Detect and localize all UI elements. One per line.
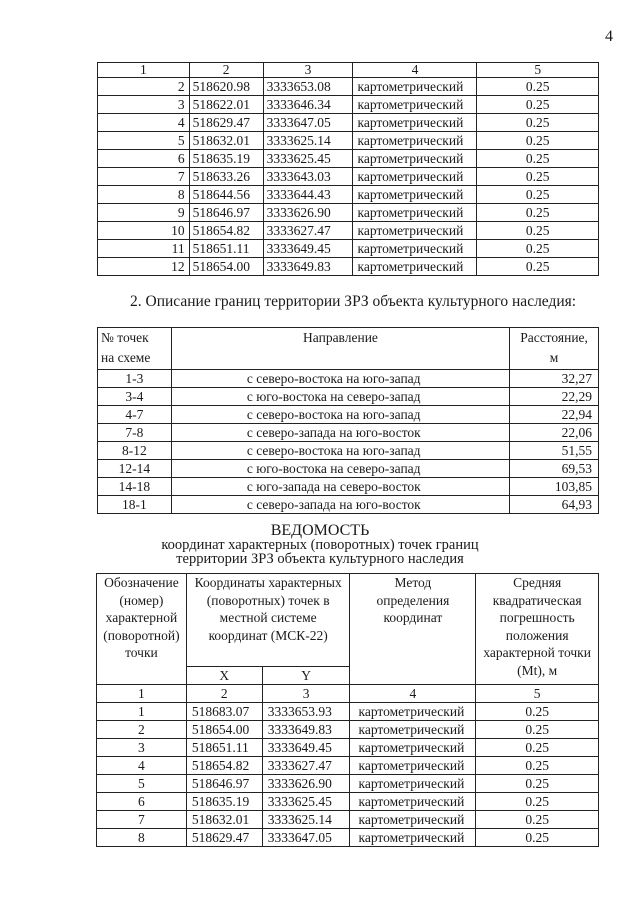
table-cell: 2 — [97, 721, 187, 739]
table-cell: 6 — [98, 150, 190, 168]
table-cell: 4 — [98, 114, 190, 132]
table-cell: с северо-запада на юго-восток — [171, 424, 509, 442]
table-cell: 2 — [98, 78, 190, 96]
table-cell: 4 — [97, 757, 187, 775]
table-cell: картометрический — [350, 775, 476, 793]
table-cell: 3-4 — [98, 388, 172, 406]
table-cell: 64,93 — [510, 496, 599, 514]
table-cell: картометрический — [350, 757, 476, 775]
table-column-numbers-row — [98, 63, 599, 78]
table-cell: 3333625.14 — [263, 132, 353, 150]
header-point-designation: Обозначение (номер) характерной (поворотной) точки — [97, 574, 187, 685]
header-direction: Направление — [171, 328, 509, 370]
table-row — [98, 132, 599, 150]
table-cell: 0.25 — [477, 114, 599, 132]
table-cell: с северо-востока на юго-запад — [171, 406, 509, 424]
table-cell: 3333644.43 — [263, 186, 353, 204]
table-header-row — [98, 328, 599, 370]
header-error: Средняя квадратическая погрешность положения характерной точки (Mt), м — [476, 574, 599, 685]
table-cell: 518632.01 — [186, 811, 262, 829]
table-cell: 518629.47 — [189, 114, 263, 132]
table-cell: 12-14 — [98, 460, 172, 478]
table-cell: 0.25 — [477, 168, 599, 186]
table-cell: 3333653.93 — [262, 703, 350, 721]
column-number-cell: 3 — [262, 685, 350, 703]
table-cell: 3333653.08 — [263, 78, 353, 96]
table-cell: картометрический — [353, 240, 477, 258]
table-cell: 0.25 — [477, 240, 599, 258]
header-coordinates: Координаты характерных (поворотных) точек в местной системе координат (МСК-22) — [186, 574, 350, 667]
table-row — [97, 811, 599, 829]
table-row — [98, 460, 599, 478]
table-cell: 518635.19 — [189, 150, 263, 168]
table-column-numbers-row — [97, 685, 599, 703]
header-method: Метод определения координат — [350, 574, 476, 685]
table-row — [97, 721, 599, 739]
table-cell: 18-1 — [98, 496, 172, 514]
table-cell: с юго-востока на северо-запад — [171, 388, 509, 406]
table-row — [98, 168, 599, 186]
column-number-cell: 1 — [98, 63, 190, 78]
table-cell: картометрический — [353, 150, 477, 168]
table-cell: 518635.19 — [186, 793, 262, 811]
table-cell: 7 — [98, 168, 190, 186]
table-row — [98, 204, 599, 222]
table-cell: 518654.00 — [186, 721, 262, 739]
table-cell: с северо-востока на юго-запад — [171, 442, 509, 460]
table-cell: 3333643.03 — [263, 168, 353, 186]
table-cell: картометрический — [353, 132, 477, 150]
table-cell: 1-3 — [98, 370, 172, 388]
table-cell: 3333647.05 — [263, 114, 353, 132]
table-cell: 518620.98 — [189, 78, 263, 96]
table-cell: 0.25 — [476, 829, 599, 847]
table-cell: 5 — [98, 132, 190, 150]
statement-subtitle-line2: территории ЗРЗ объекта культурного наследия — [176, 551, 464, 567]
table-cell: 3333649.45 — [262, 739, 350, 757]
table-cell: 22,06 — [510, 424, 599, 442]
table-cell: картометрический — [350, 739, 476, 757]
table-cell: 0.25 — [477, 78, 599, 96]
table-cell: 518654.00 — [189, 258, 263, 276]
table-cell: 3333625.14 — [262, 811, 350, 829]
header-points: № точек на схеме — [98, 328, 172, 370]
table-cell: 32,27 — [510, 370, 599, 388]
table-row — [98, 406, 599, 424]
table-row — [98, 424, 599, 442]
table-cell: 518622.01 — [189, 96, 263, 114]
header-y: Y — [262, 666, 350, 684]
table-row — [97, 739, 599, 757]
table-cell: 1 — [97, 703, 187, 721]
table-row — [98, 442, 599, 460]
table-cell: 518632.01 — [189, 132, 263, 150]
table-row — [97, 793, 599, 811]
table-cell: 8-12 — [98, 442, 172, 460]
table-cell: 518683.07 — [186, 703, 262, 721]
table-row — [98, 240, 599, 258]
table-cell: 10 — [98, 222, 190, 240]
table-cell: картометрический — [350, 721, 476, 739]
table-cell: 518644.56 — [189, 186, 263, 204]
table-cell: 69,53 — [510, 460, 599, 478]
table-row — [97, 757, 599, 775]
table-cell: картометрический — [353, 258, 477, 276]
table-header-row — [97, 574, 599, 667]
table-cell: 22,29 — [510, 388, 599, 406]
table-cell: 0.25 — [476, 721, 599, 739]
table-cell: 0.25 — [477, 96, 599, 114]
table-cell: 3 — [97, 739, 187, 757]
statement-title: ВЕДОМОСТЬ — [270, 522, 370, 539]
table-cell: 3333627.47 — [263, 222, 353, 240]
table-row — [98, 388, 599, 406]
column-number-cell: 1 — [97, 685, 187, 703]
table-cell: картометрический — [350, 829, 476, 847]
table-cell: с северо-запада на юго-восток — [171, 496, 509, 514]
table-cell: 22,94 — [510, 406, 599, 424]
table-cell: 103,85 — [510, 478, 599, 496]
table-cell: с северо-востока на юго-запад — [171, 370, 509, 388]
statement-subtitle-line1: координат характерных (поворотных) точек границ — [161, 537, 479, 553]
table-cell: картометрический — [353, 96, 477, 114]
table-cell: 6 — [97, 793, 187, 811]
table-cell: 3333649.83 — [262, 721, 350, 739]
table-row — [98, 370, 599, 388]
table-row — [97, 703, 599, 721]
page-number: 4 — [605, 28, 613, 45]
table-cell: 0.25 — [477, 222, 599, 240]
table-cell: 518651.11 — [186, 739, 262, 757]
table-cell: 0.25 — [476, 811, 599, 829]
table-cell: 0.25 — [476, 793, 599, 811]
table-cell: картометрический — [353, 78, 477, 96]
table-cell: 7-8 — [98, 424, 172, 442]
table-row — [98, 478, 599, 496]
table-cell: 518633.26 — [189, 168, 263, 186]
table-cell: 0.25 — [477, 132, 599, 150]
table-cell: 3333626.90 — [262, 775, 350, 793]
header-x: X — [186, 666, 262, 684]
column-number-cell: 4 — [353, 63, 477, 78]
table-cell: 8 — [97, 829, 187, 847]
table-cell: картометрический — [350, 703, 476, 721]
boundary-description-table — [97, 327, 599, 514]
table-cell: 518654.82 — [189, 222, 263, 240]
table-cell: 0.25 — [477, 258, 599, 276]
table-cell: 3333625.45 — [263, 150, 353, 168]
table-cell: 3 — [98, 96, 190, 114]
table-cell: 0.25 — [476, 757, 599, 775]
table-row — [98, 114, 599, 132]
table-cell: 0.25 — [476, 775, 599, 793]
section-2-title: 2. Описание границ территории ЗРЗ объекта культурного наследия: — [130, 293, 577, 310]
table-cell: 518654.82 — [186, 757, 262, 775]
table-cell: с юго-запада на северо-восток — [171, 478, 509, 496]
table-cell: 11 — [98, 240, 190, 258]
column-number-cell: 5 — [476, 685, 599, 703]
table-cell: 0.25 — [477, 150, 599, 168]
table-cell: 0.25 — [476, 739, 599, 757]
header-distance: Расстояние, м — [510, 328, 599, 370]
table-row — [98, 496, 599, 514]
table-cell: 3333625.45 — [262, 793, 350, 811]
table-cell: 4-7 — [98, 406, 172, 424]
table-cell: 14-18 — [98, 478, 172, 496]
table-cell: 51,55 — [510, 442, 599, 460]
table-row — [98, 96, 599, 114]
table-cell: 518646.97 — [189, 204, 263, 222]
table-row — [98, 186, 599, 204]
column-number-cell: 5 — [477, 63, 599, 78]
table-row — [97, 775, 599, 793]
table-cell: 0.25 — [476, 703, 599, 721]
table-cell: 3333649.45 — [263, 240, 353, 258]
table-cell: 3333649.83 — [263, 258, 353, 276]
table-cell: 518651.11 — [189, 240, 263, 258]
column-number-cell: 4 — [350, 685, 476, 703]
column-number-cell: 2 — [186, 685, 262, 703]
table-cell: 3333627.47 — [262, 757, 350, 775]
table-cell: картометрический — [353, 222, 477, 240]
table-row — [98, 150, 599, 168]
table-cell: 518646.97 — [186, 775, 262, 793]
table-cell: картометрический — [353, 204, 477, 222]
table-cell: картометрический — [350, 793, 476, 811]
table-cell: картометрический — [350, 811, 476, 829]
table-cell: 12 — [98, 258, 190, 276]
table-cell: с юго-востока на северо-запад — [171, 460, 509, 478]
table-cell: 518629.47 — [186, 829, 262, 847]
table-cell: картометрический — [353, 168, 477, 186]
table-cell: картометрический — [353, 114, 477, 132]
column-number-cell: 3 — [263, 63, 353, 78]
table-row — [98, 258, 599, 276]
table-cell: 3333646.34 — [263, 96, 353, 114]
coordinates-statement-table — [96, 573, 599, 847]
table-cell: картометрический — [353, 186, 477, 204]
table-cell: 3333626.90 — [263, 204, 353, 222]
table-row — [98, 222, 599, 240]
column-number-cell: 2 — [189, 63, 263, 78]
table-cell: 7 — [97, 811, 187, 829]
table-cell: 0.25 — [477, 186, 599, 204]
table-cell: 5 — [97, 775, 187, 793]
table-cell: 9 — [98, 204, 190, 222]
table-row — [97, 829, 599, 847]
table-cell: 3333647.05 — [262, 829, 350, 847]
coordinates-table-continued — [97, 62, 599, 276]
table-row — [98, 78, 599, 96]
table-cell: 8 — [98, 186, 190, 204]
table-cell: 0.25 — [477, 204, 599, 222]
